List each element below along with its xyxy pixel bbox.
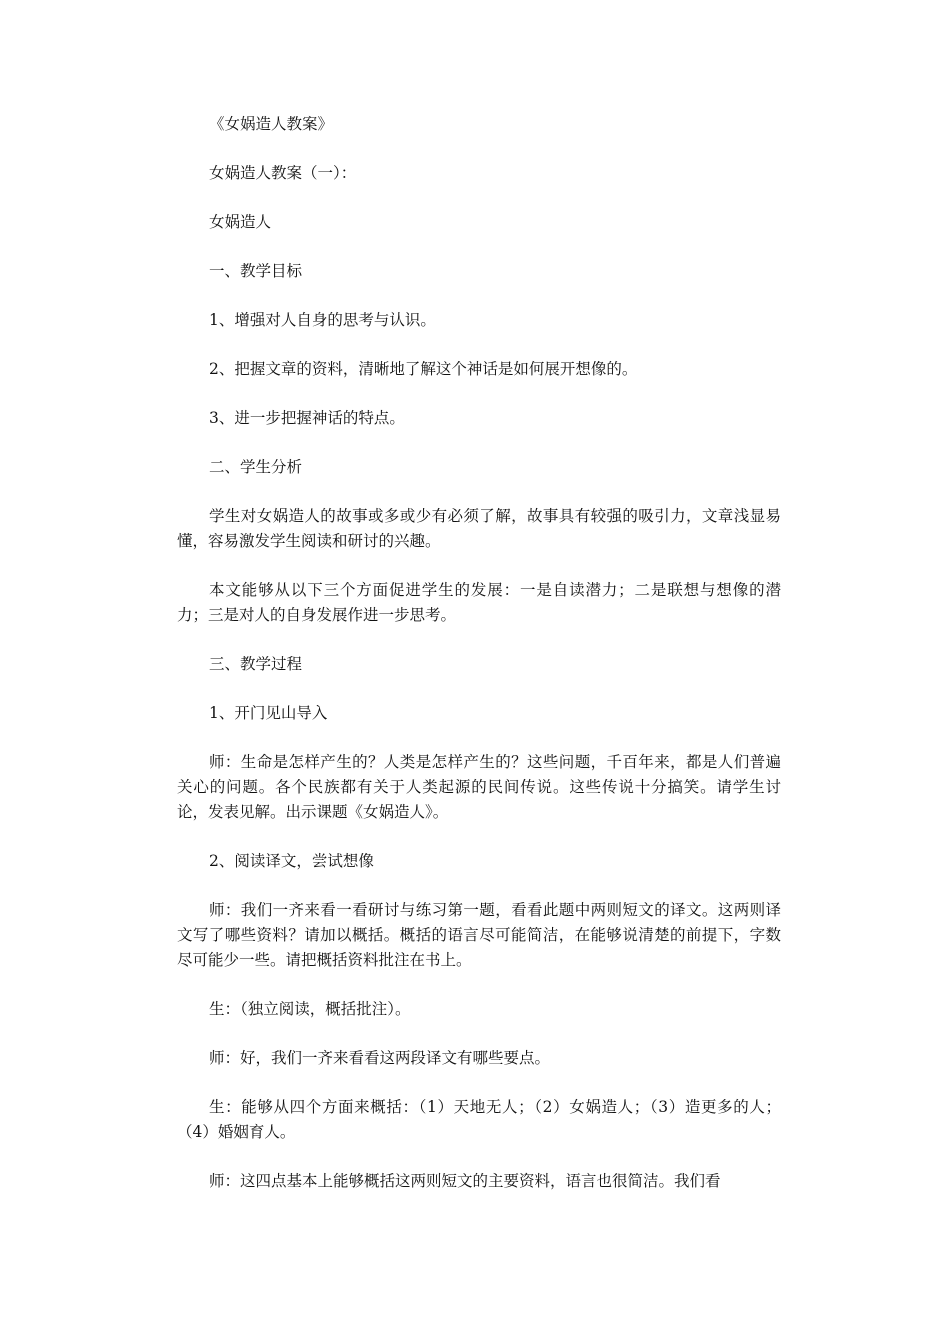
paragraph-gap [177,628,781,652]
paragraph-gap [177,382,781,406]
paragraph-gap [177,825,781,849]
paragraph-gap [177,137,781,161]
paragraph-gap [177,874,781,898]
heading-teaching-process: 三、教学过程 [209,655,303,673]
document-page [177,112,781,1194]
paragraph-gap [177,726,781,750]
paragraph-gap [177,480,781,504]
process-step: 1、开门见山导入 [209,704,328,722]
lesson-title: 女娲造人 [209,213,272,231]
paragraph-gap [177,554,781,578]
paragraph-gap [177,1071,781,1095]
goal-item: 1、增强对人自身的思考与认识。 [209,311,436,329]
goal-item: 2、把握文章的资料，清晰地了解这个神话是如何展开想像的。 [209,360,638,378]
paragraph-gap [177,235,781,259]
body-paragraph: 师：生命是怎样产生的？人类是怎样产生的？这些问题，千百年来，都是人们普遍关心的问题。各个民族都有关于人类起源的民间传说。这些传说十分搞笑。请学生讨论，发表见解。出示课题《女娲造人》。 [177,753,781,821]
process-step: 2、阅读译文，尝试想像 [209,852,374,870]
body-paragraph: 学生对女娲造人的故事或多或少有必须了解，故事具有较强的吸引力，文章浅显易懂，容易激发学生阅读和研讨的兴趣。 [177,507,781,550]
paragraph-gap [177,333,781,357]
paragraph-gap [177,1145,781,1169]
document-title: 《女娲造人教案》 [209,115,334,133]
body-paragraph: 师：这四点基本上能够概括这两则短文的主要资料，语言也很简洁。我们看 [209,1172,721,1190]
section-heading: 女娲造人教案（一）： [209,164,357,182]
paragraph-gap [177,431,781,455]
body-paragraph: 生：（独立阅读，概括批注）。 [209,1000,411,1018]
goal-item: 3、进一步把握神话的特点。 [209,409,405,427]
paragraph-gap [177,677,781,701]
body-paragraph: 师：好，我们一齐来看看这两段译文有哪些要点。 [209,1049,551,1067]
paragraph-gap [177,1022,781,1046]
paragraph-gap [177,284,781,308]
heading-student-analysis: 二、学生分析 [209,458,303,476]
body-paragraph: 师：我们一齐来看一看研讨与练习第一题，看看此题中两则短文的译文。这两则译文写了哪些资料？请加以概括。概括的语言尽可能简洁，在能够说清楚的前提下，字数尽可能少一些。请把概括资料批注在书上。 [177,901,781,969]
paragraph-gap [177,186,781,210]
body-paragraph: 本文能够从以下三个方面促进学生的发展：一是自读潜力；二是联想与想像的潜力；三是对人的自身发展作进一步思考。 [177,581,781,624]
paragraph-gap [177,973,781,997]
body-paragraph: 生：能够从四个方面来概括：（1）天地无人；（2）女娲造人；（3）造更多的人；（4）婚姻育人。 [177,1098,781,1141]
heading-teaching-goals: 一、教学目标 [209,262,303,280]
